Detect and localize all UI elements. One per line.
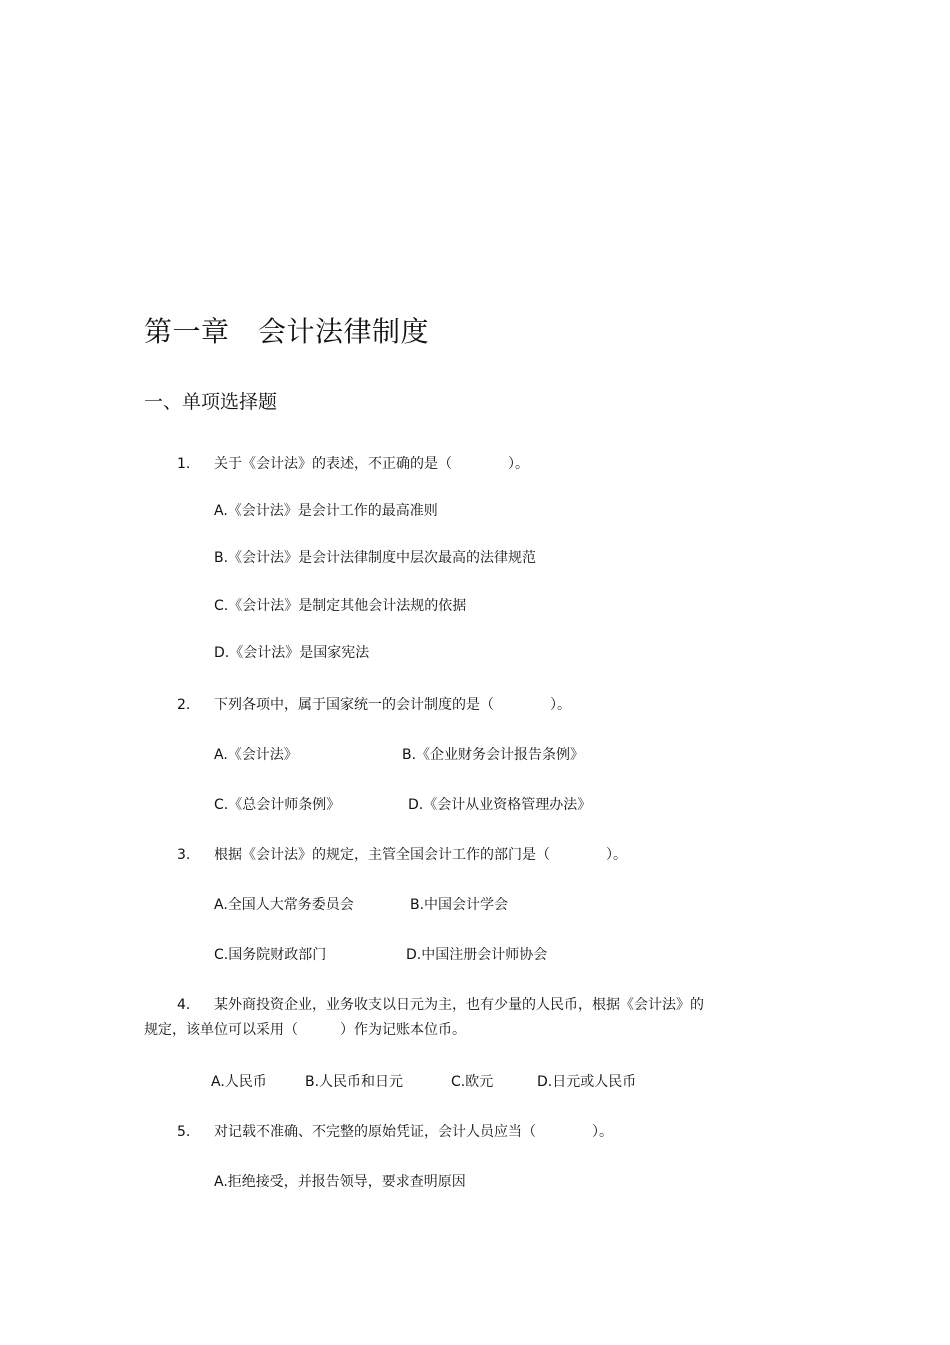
option-a: A.《会计法》是会计工作的最高准则: [214, 503, 438, 519]
question-stem: 对记载不准确、不完整的原始凭证，会计人员应当（ ）。: [214, 1124, 613, 1140]
option-d: D.《会计从业资格管理办法》: [408, 797, 592, 813]
question-stem-line-1: 某外商投资企业，业务收支以日元为主，也有少量的人民币，根据《会计法》的: [214, 997, 704, 1013]
option-b: B.中国会计学会: [410, 897, 509, 913]
question-number: 5.: [177, 1124, 191, 1140]
question-number: 2.: [177, 697, 191, 713]
option-a: A.拒绝接受，并报告领导，要求查明原因: [214, 1174, 466, 1190]
question-stem: 根据《会计法》的规定，主管全国会计工作的部门是（ ）。: [214, 847, 627, 863]
question-stem-line-2: 规定，该单位可以采用（ ）作为记账本位币。: [144, 1022, 466, 1038]
option-d: D.《会计法》是国家宪法: [214, 645, 370, 661]
question-number: 3.: [177, 847, 191, 863]
question-stem: 关于《会计法》的表述，不正确的是（ ）。: [214, 456, 529, 472]
chapter-title: 第一章 会计法律制度: [144, 315, 430, 348]
option-b: B.人民币和日元: [305, 1074, 404, 1090]
section-title: 一、单项选择题: [144, 391, 278, 413]
option-b: B.《会计法》是会计法律制度中层次最高的法律规范: [214, 550, 537, 566]
question-stem: 下列各项中，属于国家统一的会计制度的是（ ）。: [214, 697, 571, 713]
question-number: 4.: [177, 997, 191, 1013]
option-c: C.欧元: [451, 1074, 494, 1090]
option-c: C.《总会计师条例》: [214, 797, 341, 813]
option-c: C.《会计法》是制定其他会计法规的依据: [214, 598, 467, 614]
option-a: A.人民币: [211, 1074, 267, 1090]
option-d: D.日元或人民币: [537, 1074, 637, 1090]
option-b: B.《企业财务会计报告条例》: [402, 747, 585, 763]
option-a: A.《会计法》: [214, 747, 298, 763]
option-a: A.全国人大常务委员会: [214, 897, 354, 913]
question-number: 1.: [177, 456, 191, 472]
option-d: D.中国注册会计师协会: [406, 947, 548, 963]
option-c: C.国务院财政部门: [214, 947, 327, 963]
